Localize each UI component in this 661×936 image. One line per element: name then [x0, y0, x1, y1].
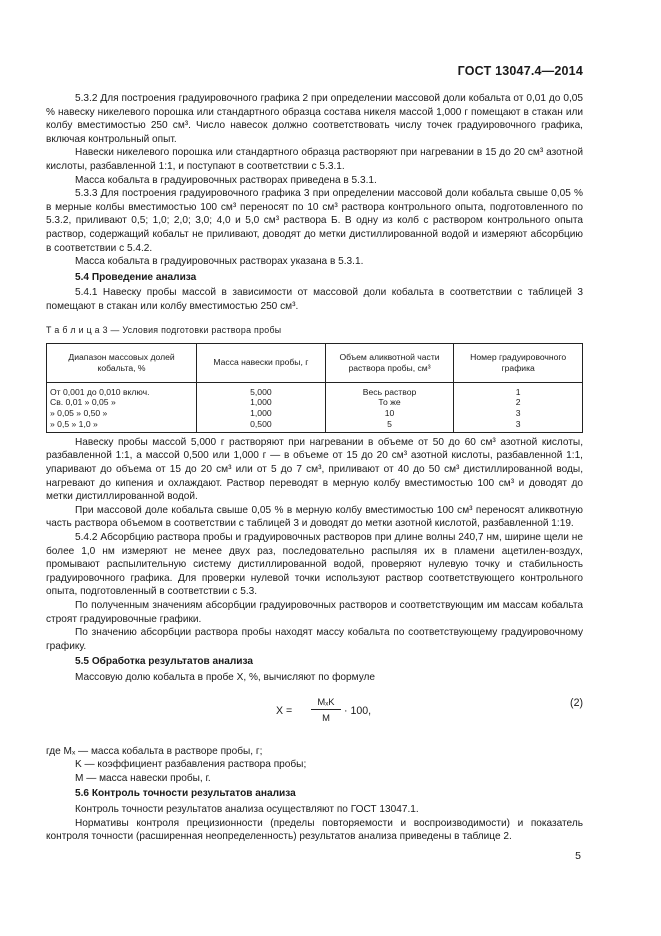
paragraph: По значению абсорбции раствора пробы находят массу кобальта по соответствующему градуировочному графику.: [46, 627, 583, 652]
table-cell: Весь раствор: [362, 386, 417, 397]
section-heading-5-4: 5.4 Проведение анализа: [75, 271, 197, 283]
document-body: [46, 92, 583, 844]
definition: M — масса навески пробы, г.: [75, 772, 211, 784]
table-cell: 1,000: [250, 408, 272, 419]
paragraph-5-3-3: 5.3.3 Для построения градуировочного графика 3 при определении массовой доли кобальта свыше 0,05 % в мерные колбы вместимостью 100 см³ переносят по 10 см³ раствора контрольного опыта, подготовленного по 5.3.2, приливают 0,5; 1,0; 2,0; 3,0; 4,0 и 5,0 см³ раствора Б. В одну из колб с раствором контрольного опыта раствор, содержащий кобальт не приливают, доводят до метки дистиллированной водой и измеряют абсорбцию в соответствии с 5.4.2.: [46, 188, 583, 254]
paragraph: Нормативы контроля прецизионности (пределы повторяемости и воспроизводимости) и показатель контроля точности (расширенная неопределенность) результатов анализа приведены в таблице 2.: [46, 817, 583, 843]
mass-column: [197, 382, 326, 432]
table-cell: 5,000: [250, 386, 272, 397]
volume-column: [325, 382, 454, 432]
table-cell: » 0,05 » 0,50 »: [50, 408, 108, 419]
formula-fraction: [311, 695, 341, 725]
table-header-cell: Масса навески пробы, г: [197, 344, 326, 383]
table-3: [46, 343, 583, 433]
formula-lhs: X =: [276, 704, 293, 717]
table-header-cell: Диапазон массовых долей кобальта, %: [47, 344, 197, 383]
definition: K — коэффициент разбавления раствора пробы;: [75, 759, 307, 771]
paragraph: Навески никелевого порошка или стандартного образца растворяют при нагревании в 15 до 20 см³ азотной кислоты, разбавленной 1:1, и поступают в соответствии с 5.3.1.: [46, 147, 583, 172]
table-caption: Т а б л и ц а 3 — Условия подготовки раствора пробы: [46, 324, 282, 335]
definition: где Mₓ — масса кобальта в растворе пробы, г;: [46, 745, 263, 757]
table-cell: » 0,5 » 1,0 »: [50, 419, 98, 430]
table-cell: То же: [378, 397, 401, 408]
range-column: [47, 382, 197, 432]
table-header-cell: Номер градуировочного графика: [454, 344, 583, 383]
page-number: 5: [575, 850, 581, 862]
section-heading-5-5: 5.5 Обработка результатов анализа: [75, 656, 253, 668]
table-cell: 0,500: [250, 419, 272, 430]
table-header-cell: Объем аликвотной части раствора пробы, см³: [325, 344, 454, 383]
graph-number-column: [454, 382, 583, 432]
paragraph: Масса кобальта в градуировочных растворах указана в 5.3.1.: [75, 256, 364, 268]
table-cell: 5: [387, 419, 392, 430]
paragraph: Навеску пробы массой 5,000 г растворяют при нагревании в объеме от 50 до 60 см³ азотной кислоты, разбавленной 1:1, а массой 0,500 или 1,000 г — в объеме от 15 до 20 см³ азотной кислоты, разбавленной 1:1, упаривают до объема от 15 до 20 см³ или от 5 до 7 см³, приливают от 40 до 50 см³ дистиллированной воды, нагревают до кипения и охлаждают. Раствор переводят в мерную колбу вместимостью 100 см³ и доводят до метки дистиллированной водой.: [46, 436, 583, 503]
paragraph: Массовую долю кобальта в пробе X, %, вычисляют по формуле: [75, 671, 376, 683]
table-cell: От 0,001 до 0,010 включ.: [50, 386, 150, 397]
paragraph: По полученным значениям абсорбции градуировочных растворов и соответствующим им массам кобальта строят градуировочные графики.: [46, 600, 583, 625]
formula-denominator: M: [322, 712, 330, 724]
table-cell: 1: [515, 386, 521, 397]
formula-number: (2): [570, 696, 583, 709]
paragraph: При массовой доле кобальта свыше 0,05 % в мерную колбу вместимостью 100 см³ переносят аликвотную часть раствора объемом в соответствии с таблицей 3 и доводят до метки азотной кислотой, разбавленной 1:19.: [46, 504, 583, 530]
table-cell: Св. 0,01 » 0,05 »: [50, 397, 116, 408]
table-cell: 3: [515, 408, 521, 419]
table-row: [47, 382, 583, 432]
table-header-row: [47, 344, 583, 383]
paragraph-5-3-2: 5.3.2 Для построения градуировочного графика 2 при определении массовой доли кобальта от 0,01 до 0,05 % навеску никелевого порошка или стандартного образца состава никеля массой 1,000 г помещают в стакан или колбу вместимостью 250 см³. Число навесок должно соответствовать числу точек градуировочного графика, включая контрольный опыт.: [46, 93, 583, 145]
table-cell: 1,000: [250, 397, 272, 408]
paragraph: Контроль точности результатов анализа осуществляют по ГОСТ 13047.1.: [75, 803, 419, 815]
section-heading-5-6: 5.6 Контроль точности результатов анализа: [75, 788, 296, 800]
table-cell: 3: [515, 419, 521, 430]
formula-numerator: MₓK: [311, 695, 341, 711]
paragraph-5-4-1: 5.4.1 Навеску пробы массой в зависимости от массовой доли кобальта в соответствии с таблицей 3 помещают в стакан или колбу вместимостью 250 см³.: [46, 287, 583, 312]
table-cell: 2: [515, 397, 521, 408]
document-header: ГОСТ 13047.4—2014: [457, 64, 583, 78]
paragraph: Масса кобальта в градуировочных растворах приведена в 5.3.1.: [75, 174, 377, 186]
formula-2: [46, 691, 583, 737]
formula-rhs: · 100,: [344, 704, 372, 717]
table-cell: 10: [384, 408, 395, 419]
paragraph-5-4-2: 5.4.2 Абсорбцию раствора пробы и градуировочных растворов при длине волны 240,7 нм, ширине щели не более 1,0 нм измеряют не менее двух раз, последовательно распыляя их в пламени ацетилен-воздух, промывают распылительную систему дистиллированной водой, проверяют нулевую точку и стабильность градуировочного графика. Для проверки нулевой точки используют раствор соответствующего контрольного опыта, подготовленный в соответствии с 5.3.: [46, 532, 583, 598]
